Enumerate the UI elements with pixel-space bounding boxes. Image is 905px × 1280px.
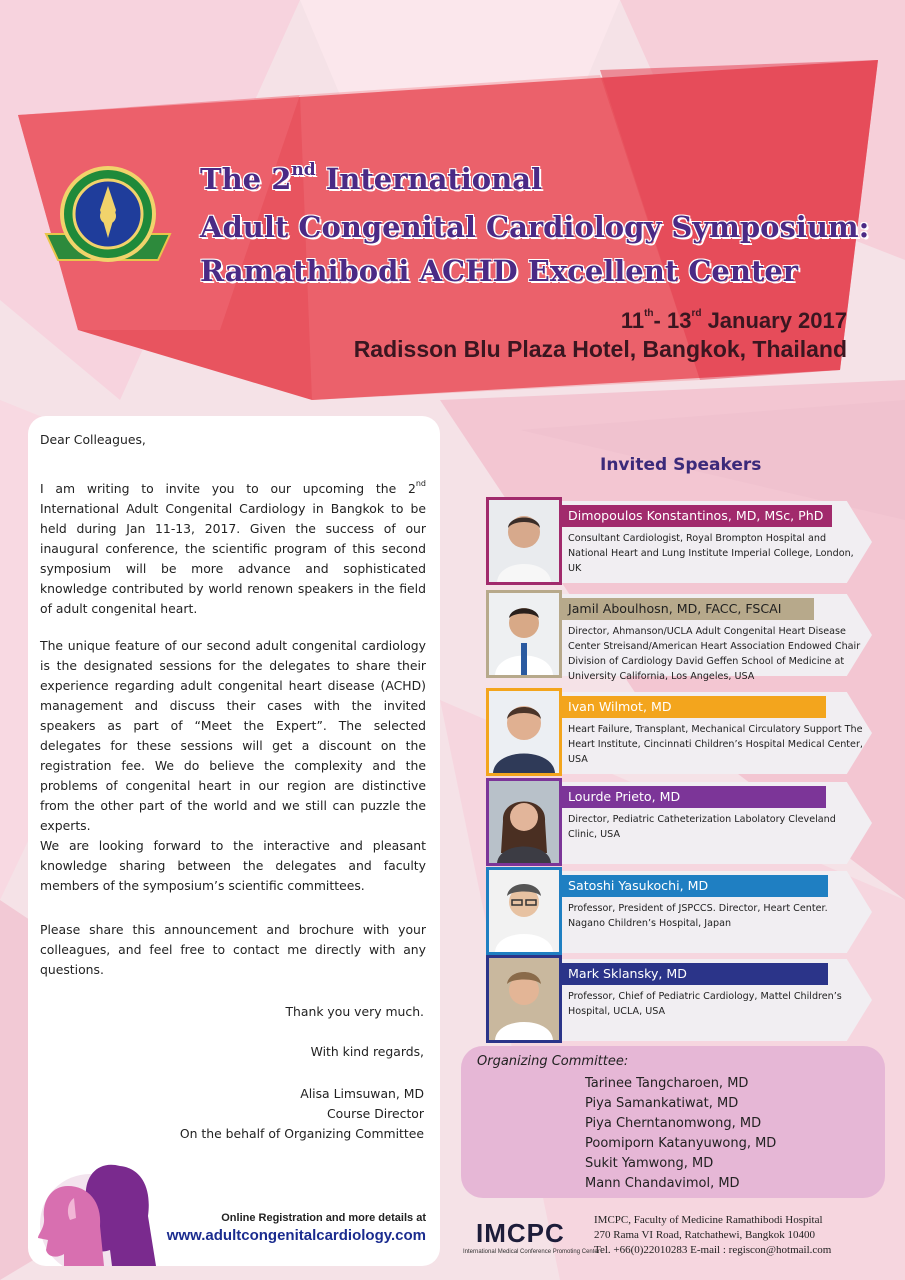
contact-phone-email: Tel. +66(0)22010283 E-mail : regiscon@hotmail.com: [594, 1244, 832, 1256]
speaker-description: Heart Failure, Transplant, Mechanical Circulatory Support The Heart Institute, Cincinnati Children’s Hospital Medical Center, USA: [568, 724, 863, 765]
website-link[interactable]: www.adultcongenitalcardiology.com: [166, 1227, 426, 1244]
letter-thanks: Thank you very much.: [285, 1004, 424, 1019]
committee-member: Mann Chandavimol, MD: [585, 1176, 740, 1191]
speaker-photo: [486, 867, 562, 955]
speaker-name: Lourde Prieto, MD: [562, 786, 826, 808]
committee-member: Tarinee Tangcharoen, MD: [585, 1076, 749, 1091]
speaker-card: [482, 778, 870, 866]
letter-greeting: Dear Colleagues,: [40, 432, 146, 447]
speaker-name: Satoshi Yasukochi, MD: [562, 875, 828, 897]
speaker-photo: [486, 778, 562, 866]
registration-note: Online Registration and more details at: [221, 1212, 426, 1224]
imcpc-tagline: International Medical Conference Promoting Center: [463, 1249, 600, 1255]
speaker-name: Ivan Wilmot, MD: [562, 696, 826, 718]
speaker-card: [482, 688, 870, 776]
heads-illustration: [28, 1146, 156, 1266]
speaker-photo: [486, 688, 562, 776]
speaker-card: [482, 590, 870, 682]
speaker-description: Professor, Chief of Pediatric Cardiology, Mattel Children’s Hospital, UCLA, USA: [568, 991, 842, 1017]
contact-address-2: 270 Rama VI Road, Ratchathewi, Bangkok 10400: [594, 1229, 815, 1241]
invited-speakers-heading: Invited Speakers: [600, 455, 762, 475]
letter-paragraph-2: The unique feature of our second adult congenital cardiology is the designated sessions for the delegates to share their experience regarding adult congenital heart disease (ACHD) management and discuss their cases with the invited speakers as part of “Meet the Expert”. The selected delegates for these sessions will get a discount on the registration fee. We do believe the complexity and the problems of congenital heart in our region are distinctive from the other part of the world and we still can puzzle the experts.: [40, 638, 426, 833]
committee-member: Sukit Yamwong, MD: [585, 1156, 714, 1171]
imcpc-logo: IMCPC: [476, 1218, 565, 1248]
speaker-description: Professor, President of JSPCCS. Director, Heart Center. Nagano Children’s Hospital, Japan: [568, 903, 828, 929]
speaker-photo: [486, 497, 562, 585]
committee-member: Piya Samankatiwat, MD: [585, 1096, 739, 1111]
committee-title: Organizing Committee:: [477, 1054, 629, 1069]
title-line-1: The 2nd International: [200, 160, 543, 196]
speaker-description: Director, Pediatric Catheterization Labolatory Cleveland Clinic, USA: [568, 814, 836, 840]
signer-behalf: On the behalf of Organizing Committee: [179, 1126, 424, 1141]
letter-regards: With kind regards,: [310, 1044, 424, 1059]
speaker-description: Director, Ahmanson/UCLA Adult Congenital Heart Disease Center Streisand/American Heart Association Endowed Chair Division of Cardiology David Geffen School of Medicine at University California, Los Angeles, USA: [568, 626, 861, 682]
title-line-2: Adult Congenital Cardiology Symposium:: [200, 210, 870, 244]
committee-member: Piya Cherntanomwong, MD: [585, 1116, 762, 1131]
speaker-card: [482, 867, 870, 955]
committee-member: Poomiporn Katanyuwong, MD: [585, 1136, 777, 1151]
event-venue: Radisson Blu Plaza Hotel, Bangkok, Thailand: [353, 336, 847, 362]
title-line-3: Ramathibodi ACHD Excellent Center: [200, 254, 799, 288]
speaker-name: Jamil Aboulhosn, MD, FACC, FSCAI: [562, 598, 814, 620]
letter-paragraph-1: I am writing to invite you to our upcoming the 2nd International Adult Congenital Cardiology in Bangkok to be held during Jan 11-13, 2017. Given the success of our inaugural conference, the scientific program of this second symposium will be more advance and sophisticated knowledge contributed by world renown speakers in the field of adult congenital heart.: [40, 479, 426, 616]
letter-paragraph-3: We are looking forward to the interactive and pleasant knowledge sharing between the delegates and faculty members of the symposium’s scientific committees.: [40, 838, 426, 893]
invitation-letter: [28, 416, 440, 1266]
contact-address-1: IMCPC, Faculty of Medicine Ramathibodi Hospital: [594, 1214, 823, 1226]
event-date: 11th- 13rd January 2017: [620, 308, 847, 333]
speaker-name: Mark Sklansky, MD: [562, 963, 828, 985]
signer-name: Alisa Limsuwan, MD: [300, 1086, 424, 1101]
speaker-photo: [486, 590, 562, 678]
speaker-card: [482, 497, 870, 585]
ramathibodi-logo: [38, 150, 178, 290]
signer-role: Course Director: [327, 1106, 424, 1121]
speaker-description: Consultant Cardiologist, Royal Brompton Hospital and National Heart and Lung Institute Imperial College, London, UK: [568, 533, 854, 574]
speaker-photo: [486, 955, 562, 1043]
letter-paragraph-4: Please share this announcement and brochure with your colleagues, and feel free to contact me directly with any questions.: [40, 922, 426, 977]
speaker-name: Dimopoulos Konstantinos, MD, MSc, PhD: [562, 505, 832, 527]
speaker-card: [482, 955, 870, 1043]
organizing-committee: [461, 1046, 885, 1198]
